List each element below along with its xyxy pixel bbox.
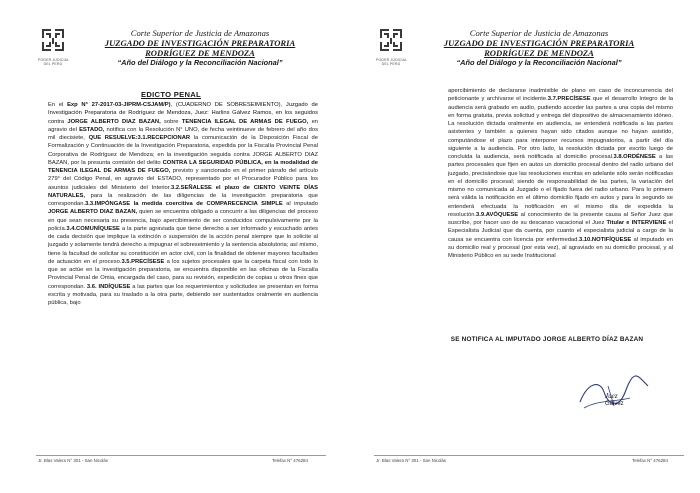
text-run: que el desarrollo íntegro de la audiencia será grabado en audio, pudiendo acceder las partes a una copia del mismo en forma gratuita, previa solicitud y entrega del dispositivo de almacenamiento idóneo. La resolución dictada oralmente en audiencia, se entenderá notificada a las partes asistentes y también a quienes hayan sido citados aunque no hayan asistido, computándose el plazo para interponer recursos impugnatorios, a partir del día siguiente a la audiencia. Por otro lado, la resolución dictada por escrito luego de concluida la audiencia, será notificada al domicilio procesal. (448, 96, 673, 160)
notification-line: SE NOTIFICA AL IMPUTADO JORGE ALBERTO DÍAZ BAZAN (450, 336, 644, 343)
resolution-3-4: 3.4.COMUNÍQUESE (66, 225, 120, 232)
judiciary-emblem-icon (38, 26, 68, 56)
motto: “Año del Diálogo y la Reconciliación Nacional” (117, 58, 283, 67)
text-run: a las partes procesales que fijen en autos un domicilio procesal dentro del radio urbano del juzgado, precisándose que las resoluciones escritas en adelante sólo serán notificadas en el domicilio procesal; siendo de responsabilidad de las partes, la variación del mismo no comunicada al Juzgado o el fijado fuera del radio urbano. Para lo primero será válida la notificación en el último domicilio fijado en autos y para lo segundo se entenderá efectuada la notificación en el mismo día de expedida la resolución. (448, 154, 673, 218)
text-run: para la realización de las diligencias de la investigación preparatoria que correspondan. (48, 192, 318, 207)
text-run: a los sujetos procesales que la carpeta fiscal con todo lo que se actúe en la investigación preparatoria, se encuentra disponible en las oficinas de la Fiscalía Provincial Penal de Omia, encargada del caso, para su revisión, expedición de copias u otros fines que correspondan. (48, 258, 318, 290)
court-name: Corte Superior de Justicia de Amazonas (130, 28, 270, 38)
text-run: notifica con la Resolución N° UNO, de fecha veintinueve de febrero del año dos mil diecisiete, (48, 126, 318, 141)
offense-modality: CONTRA LA SEGURIDAD PÚBLICA, en la modalidad de TENENCIA ILEGAL DE ARMAS DE FUEGO, (48, 159, 318, 174)
resolution-heading: QUE RESUELVE:3.1.RECEPCIONAR (88, 135, 191, 141)
resolution-3-6: 3.6. INDÍQUESE (86, 283, 131, 290)
offense: TENENCIA ILEGAL DE ARMAS DE FUEGO, (181, 118, 309, 125)
court-unit: JUZGADO DE INVESTIGACIÓN PREPARATORIA (443, 38, 635, 48)
text-run: previsto y sancionado en el primer párrafo del artículo 279° del Código Penal, en agravio del ESTADO, representado por el Procurador Público para los asuntos judiciales del Ministerio del Interior. (48, 168, 319, 191)
court-place: RODRÍGUEZ DE MENDOZA (484, 48, 594, 58)
accused-name: JORGE ALBERTO DIAZ BAZAN, (67, 118, 161, 125)
right-page (356, 0, 698, 493)
footer-divider (36, 455, 326, 456)
court-name: Corte Superior de Justicia de Amazonas (469, 28, 609, 38)
text-run: el Especialista Judicial que da cuenta, por cuanto el especialista judicial a cargo de la causa se encuentra con licencia por enfermedad. (448, 220, 673, 243)
resolution-3-3: 3.3.IMPÓNGASE la medida coercitiva de COMPARECENCIA SIMPLE (85, 201, 283, 207)
logo-caption-line2: DEL PERÚ (43, 62, 63, 67)
header-lines (80, 28, 320, 68)
resolution-3-2: 3.2.SEÑALESE el plazo de CIENTO VEINTE DÍAS NATURALES, (48, 184, 318, 199)
footer-phone: Telefax N° 476284 (632, 458, 668, 463)
court-unit: JUZGADO DE INVESTIGACIÓN PREPARATORIA (104, 38, 296, 48)
edict-body-left (48, 101, 318, 307)
text-run: a la parte agraviada que tiene derecho a ser informado y escuchado antes de cada decisión que implique la extinción o suspensión de la acción penal siempre que lo solicite al juzgado y solamente tendrá derecho a impugnar el sobreseimiento y la sentencia absolutoria; así mismo, tiene la facultad de solicitar su constitución en actor civil, con la finalidad de obtener mayores facultades de actuación en el proceso. (48, 225, 318, 265)
resolution-3-9: 3.9.AVÓQUESE (476, 211, 519, 218)
judiciary-logo (376, 26, 406, 67)
accused-name: JORGE ALBERTO DIAZ BAZAN, (48, 209, 138, 216)
footer-address: Jr. Blas Valera N° 301 - San Nicolás (376, 458, 447, 463)
text-run: , (CUADERNO DE SOBRESEIMIENTO), Juzgado de Investigación Preparatoria de Rodríguez de Mendoza, Juez: Harlins Gálvez Ramos, en los seguidos contra (48, 102, 318, 125)
resolution-3-8: 3.8.ORDÉNESE (613, 154, 656, 160)
resolution-3-7: 3.7.PRECÍSESE (547, 96, 591, 103)
logo-caption (376, 58, 406, 67)
text-run: a las partes que los requerimientos y solicitudes se presentan en forma escrita y motivada, para su traslado a la otra parte, debiendo ser sustentados oralmente en audiencia pública, bajo (48, 283, 318, 306)
titular-intervenes: Titular e INTERVIENE (606, 220, 667, 226)
aggrieved-party: ESTADO, (79, 126, 105, 133)
page-header (0, 24, 342, 84)
footer-address: Jr. Blas Valera N° 301 - San Nicolás (38, 458, 109, 463)
text-run: al imputado en su domicilio real y procesal (por esta vez), al agraviado en su domicilio procesal, y al Ministerio Público en su sede Institucional (448, 236, 673, 259)
court-place: RODRÍGUEZ DE MENDOZA (145, 48, 255, 58)
logo-caption-line2: DEL PERÚ (381, 62, 401, 67)
document-title: EDICTO PENAL (141, 90, 201, 99)
case-number: Exp N° 27-2017-03-JIPRM-CSJAM/P) (67, 102, 171, 108)
text-run: apercibimiento de declararse inadmisible de plano en caso de inconcurrencia del peticionante y archívarse el incidente. (448, 88, 673, 103)
text-run: al conocimiento de la presente causa al Señor Juez que suscribe, por hacer uso de su descanso vacacional el Juez (448, 211, 673, 226)
footer-divider (374, 455, 684, 456)
resolution-3-5: 3.5.PRECÍSESE (121, 258, 165, 265)
logo-caption-line1: PODER JUDICIAL (376, 58, 408, 62)
logo-caption (38, 58, 68, 67)
logo-caption-line1: PODER JUDICIAL (38, 58, 70, 62)
left-page (0, 0, 342, 493)
edict-body-right (448, 87, 673, 260)
text-run: en agravio del (48, 118, 319, 133)
judiciary-emblem-icon (376, 26, 406, 56)
text-run: al imputado (282, 201, 318, 207)
text-run: sobre (160, 118, 182, 125)
signature-caption: Gálvez (605, 401, 624, 407)
header-lines (420, 28, 658, 68)
signature-name: Juez (605, 392, 618, 400)
footer-phone: Telefax N° 476284 (272, 458, 308, 463)
judge-signature-stamp (574, 372, 654, 422)
text-run: En el (48, 102, 68, 108)
resolution-3-10: 3.10.NOTIFÍQUESE (579, 236, 632, 243)
text-run: quien se encuentra obligado a concurrir a las diligencias del proceso en que sean necesaria su presencia, bajo apercibimiento de ser conducidos compulsivamente por la policía. (48, 209, 319, 232)
motto: “Año del Diálogo y la Reconciliación Nacional” (456, 58, 622, 67)
judiciary-logo (38, 26, 68, 67)
page-header (356, 24, 698, 84)
text-run: la comunicación de la Disposición Fiscal de Formalización y Continuación de la Investigación Preparatoria, expedida por la Fiscalía Provincial Penal Corporativa de Rodríguez de Mendoza; en la investigación seguida contra JORGE ALBERTO DIAZ BAZAN, por la presunta comisión del delito (48, 135, 318, 166)
